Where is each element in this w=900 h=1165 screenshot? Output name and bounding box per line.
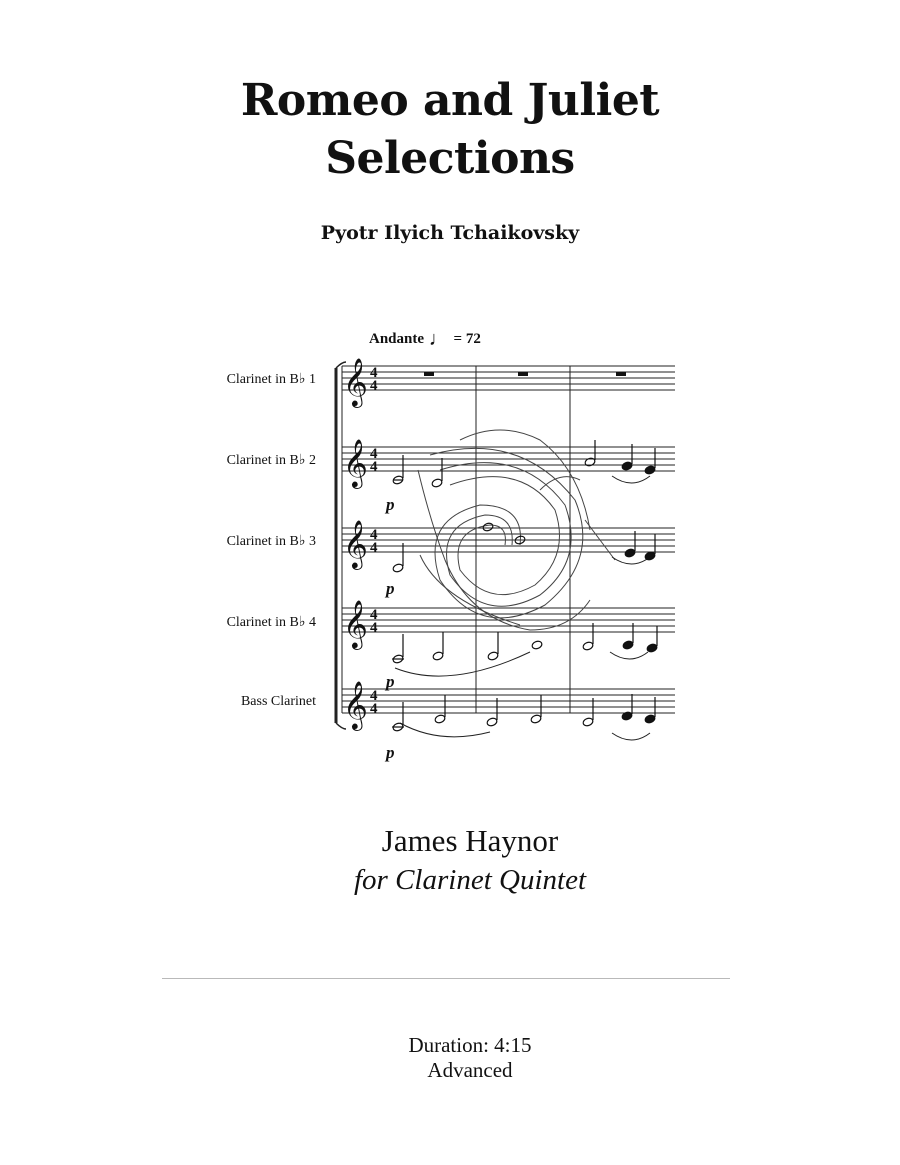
treble-clef-icon: 𝄞 [343, 357, 368, 406]
swirl-distortion [418, 430, 615, 630]
quarter-note-icon: ♩ [428, 328, 449, 350]
time-signature-bottom: 4 [370, 378, 378, 394]
dynamic-marking: p [386, 495, 395, 514]
time-signature-top: 4 [370, 527, 378, 543]
tempo-value: = 72 [453, 331, 481, 347]
time-signature-bottom: 4 [370, 620, 378, 636]
ensemble-subtitle: for Clarinet Quintet [354, 864, 586, 896]
time-signature-top: 4 [370, 365, 378, 381]
dynamic-marking: p [386, 743, 395, 762]
treble-clef-icon: 𝄞 [343, 680, 368, 729]
whole-rests [424, 372, 626, 376]
duration-text: Duration: 4:15 [408, 1033, 532, 1057]
treble-clef-icon: 𝄞 [343, 519, 368, 568]
instrument-label-bass-clarinet: Bass Clarinet [240, 694, 316, 709]
time-signature-top: 4 [370, 607, 378, 623]
instrument-label-clarinet-3: Clarinet in B♭ 3 [226, 534, 316, 549]
difficulty-level: Advanced [427, 1058, 513, 1082]
divider [162, 978, 730, 979]
staff-3 [342, 528, 675, 552]
dynamic-marking: p [386, 579, 395, 598]
time-signature-bottom: 4 [370, 701, 378, 717]
dynamic-marking: p [386, 672, 395, 691]
arranger-name: James Haynor [381, 823, 559, 858]
treble-clef-icon: 𝄞 [343, 599, 368, 648]
tempo-text: Andante [369, 331, 425, 347]
staff-5 [342, 689, 675, 713]
instrument-label-clarinet-1: Clarinet in B♭ 1 [226, 372, 316, 387]
composer-name: Pyotr Ilyich Tchaikovsky [320, 222, 580, 244]
treble-clef-icon: 𝄞 [343, 438, 368, 487]
staff-1 [342, 366, 675, 390]
time-signature-bottom: 4 [370, 540, 378, 556]
instrument-label-clarinet-4: Clarinet in B♭ 4 [226, 615, 316, 630]
time-signature-bottom: 4 [370, 459, 378, 475]
instrument-label-clarinet-2: Clarinet in B♭ 2 [226, 453, 316, 468]
time-signature-top: 4 [370, 446, 378, 462]
time-signature-top: 4 [370, 688, 378, 704]
title-line-2: Selections [325, 133, 575, 184]
title-line-1: Romeo and Juliet [240, 75, 660, 126]
staff-4 [342, 608, 675, 632]
